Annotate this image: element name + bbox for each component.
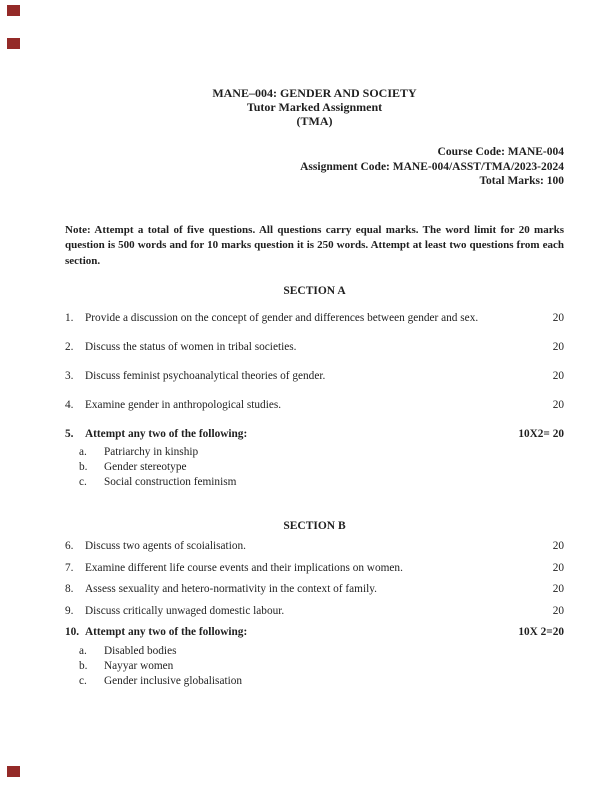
- subitem-row: [79, 659, 564, 674]
- sections: [65, 285, 564, 689]
- question-number: 6.: [65, 540, 74, 553]
- question-text: Attempt any two of the following:: [85, 428, 248, 441]
- question-number: 9.: [65, 604, 74, 617]
- question-marks: 20: [552, 312, 564, 325]
- question-text: Discuss the status of women in tribal societies.: [85, 341, 297, 354]
- question-subitems: [79, 644, 564, 689]
- question-row: [65, 428, 564, 441]
- question-marks: 20: [552, 561, 564, 574]
- question-text: Provide a discussion on the concept of gender and differences between gender and sex.: [85, 312, 479, 325]
- question-text: Discuss two agents of scoialisation.: [85, 540, 246, 553]
- question-marks: 20: [552, 583, 564, 596]
- document-title-block: [65, 86, 564, 128]
- question-marks: 20: [552, 540, 564, 553]
- question-subitems: [79, 445, 564, 490]
- subitem-label: a.: [79, 644, 87, 657]
- total-marks: Total Marks: 100: [479, 175, 564, 187]
- question-marks: 20: [552, 341, 564, 354]
- subitem-row: [79, 674, 564, 689]
- question-text: Examine gender in anthropological studies.: [85, 399, 282, 412]
- subitem-label: b.: [79, 659, 88, 672]
- question-number: 3.: [65, 370, 74, 383]
- question-marks: 20: [552, 370, 564, 383]
- subitem-label: b.: [79, 461, 88, 474]
- question-row: [65, 605, 564, 618]
- assignment-code: Assignment Code: MANE-004/ASST/TMA/2023-2024: [300, 160, 564, 173]
- assignment-type: Tutor Marked Assignment: [246, 100, 383, 114]
- question-text: Assess sexuality and hetero-normativity in the context of family.: [85, 583, 377, 596]
- question-number: 10.: [65, 626, 80, 639]
- question-marks: 10X 2=20: [518, 626, 564, 639]
- question-row: [65, 540, 564, 553]
- question-row: [65, 341, 564, 354]
- subitem-label: c.: [79, 674, 87, 687]
- section-title: SECTION B: [283, 520, 346, 533]
- subitem-row: [79, 445, 564, 460]
- question-number: 5.: [65, 428, 74, 441]
- question-number: 7.: [65, 561, 74, 574]
- question-number: 2.: [65, 341, 74, 354]
- subitem-text: Disabled bodies: [104, 644, 177, 657]
- question-marks: 20: [552, 399, 564, 412]
- subitem-label: c.: [79, 476, 87, 489]
- subitem-label: a.: [79, 446, 87, 459]
- course-title: MANE–004: GENDER AND SOCIETY: [212, 86, 417, 100]
- assignment-meta-block: [65, 145, 564, 189]
- question-row: [65, 626, 564, 639]
- question-text: Discuss feminist psychoanalytical theories of gender.: [85, 370, 326, 383]
- section-section-a: [65, 285, 564, 490]
- question-row: [65, 562, 564, 575]
- question-marks: 20: [552, 604, 564, 617]
- question-row: [65, 312, 564, 325]
- question-row: [65, 399, 564, 412]
- question-number: 1.: [65, 312, 74, 325]
- subitem-row: [79, 644, 564, 659]
- question-row: [65, 583, 564, 596]
- course-code: Course Code: MANE-004: [437, 146, 564, 158]
- subitem-text: Gender inclusive globalisation: [104, 674, 243, 687]
- question-marks: 10X2= 20: [518, 428, 564, 441]
- subitem-text: Nayyar women: [104, 659, 174, 672]
- question-row: [65, 370, 564, 383]
- question-text: Discuss critically unwaged domestic labour.: [85, 604, 285, 617]
- instructions-note: Note: Attempt a total of five questions. All questions carry equal marks. The word limit for 20 marks question is 500 words and for 10 marks question it is 250 words. Attempt at least two questions from each section.: [65, 223, 564, 267]
- question-number: 8.: [65, 583, 74, 596]
- question-number: 4.: [65, 399, 74, 412]
- subitem-text: Gender stereotype: [104, 461, 187, 474]
- question-text: Attempt any two of the following:: [85, 626, 248, 639]
- subitem-text: Social construction feminism: [104, 476, 237, 489]
- section-title: SECTION A: [283, 285, 346, 298]
- assignment-abbreviation: (TMA): [296, 114, 333, 128]
- subitem-row: [79, 460, 564, 475]
- section-section-b: [65, 520, 564, 689]
- question-text: Examine different life course events and their implications on women.: [85, 561, 403, 574]
- subitem-text: Patriarchy in kinship: [104, 446, 199, 459]
- subitem-row: [79, 475, 564, 490]
